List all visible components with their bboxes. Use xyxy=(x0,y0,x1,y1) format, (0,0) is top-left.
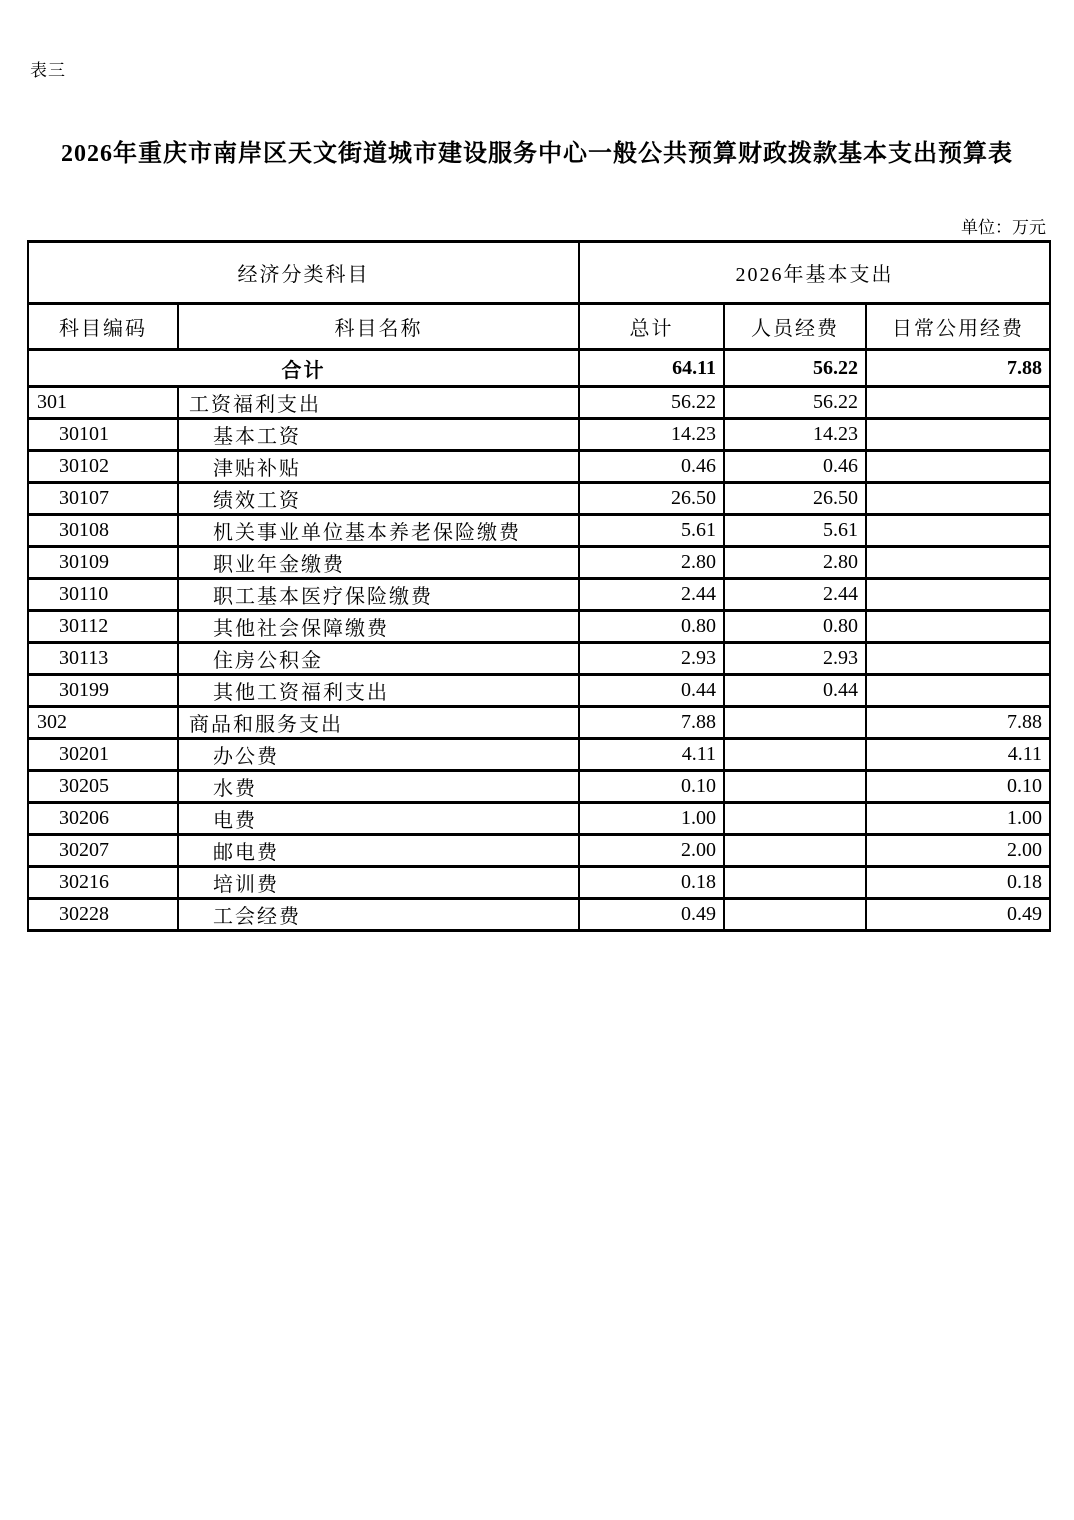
cell-subject-name: 水费 xyxy=(178,771,579,803)
cell-personnel xyxy=(724,867,866,899)
col-header-personnel: 人员经费 xyxy=(724,304,866,350)
table-row xyxy=(28,803,1050,835)
grand-total-daily: 7.88 xyxy=(866,350,1050,387)
col-header-code: 科目编码 xyxy=(28,304,178,350)
cell-subject-name: 机关事业单位基本养老保险缴费 xyxy=(178,515,579,547)
cell-subject-code: 30107 xyxy=(28,483,178,515)
cell-subject-code: 30207 xyxy=(28,835,178,867)
cell-subject-code: 30108 xyxy=(28,515,178,547)
cell-subject-code: 30201 xyxy=(28,739,178,771)
cell-subject-name: 津贴补贴 xyxy=(178,451,579,483)
cell-total: 2.44 xyxy=(579,579,724,611)
cell-subject-name: 基本工资 xyxy=(178,419,579,451)
cell-total: 0.80 xyxy=(579,611,724,643)
table-row xyxy=(28,387,1050,419)
unit-note: 单位：万元 xyxy=(961,218,1046,237)
cell-personnel xyxy=(724,803,866,835)
cell-daily: 1.00 xyxy=(866,803,1050,835)
table-row xyxy=(28,611,1050,643)
table-row xyxy=(28,483,1050,515)
table-row xyxy=(28,515,1050,547)
cell-total: 4.11 xyxy=(579,739,724,771)
cell-subject-code: 30110 xyxy=(28,579,178,611)
cell-subject-name: 电费 xyxy=(178,803,579,835)
cell-total: 56.22 xyxy=(579,387,724,419)
cell-subject-code: 30199 xyxy=(28,675,178,707)
header-group-row xyxy=(28,242,1050,304)
cell-total: 7.88 xyxy=(579,707,724,739)
table-row xyxy=(28,771,1050,803)
cell-personnel xyxy=(724,739,866,771)
header-economic-classification: 经济分类科目 xyxy=(28,242,579,304)
cell-total: 5.61 xyxy=(579,515,724,547)
cell-subject-code: 30112 xyxy=(28,611,178,643)
cell-subject-name: 职工基本医疗保险缴费 xyxy=(178,579,579,611)
cell-total: 14.23 xyxy=(579,419,724,451)
sheet-label: 表三 xyxy=(30,61,66,80)
cell-subject-name: 工资福利支出 xyxy=(178,387,579,419)
cell-subject-name: 培训费 xyxy=(178,867,579,899)
cell-daily xyxy=(866,547,1050,579)
cell-subject-code: 30228 xyxy=(28,899,178,931)
cell-total: 2.93 xyxy=(579,643,724,675)
cell-personnel: 0.46 xyxy=(724,451,866,483)
cell-daily xyxy=(866,419,1050,451)
cell-subject-code: 30109 xyxy=(28,547,178,579)
table-row xyxy=(28,419,1050,451)
cell-subject-name: 职业年金缴费 xyxy=(178,547,579,579)
cell-personnel: 2.93 xyxy=(724,643,866,675)
table-row xyxy=(28,707,1050,739)
cell-personnel: 5.61 xyxy=(724,515,866,547)
cell-total: 2.00 xyxy=(579,835,724,867)
cell-personnel xyxy=(724,835,866,867)
cell-total: 0.49 xyxy=(579,899,724,931)
grand-total-row xyxy=(28,350,1050,387)
cell-subject-code: 302 xyxy=(28,707,178,739)
table-body xyxy=(28,242,1050,931)
cell-subject-code: 30206 xyxy=(28,803,178,835)
cell-daily: 2.00 xyxy=(866,835,1050,867)
cell-daily: 7.88 xyxy=(866,707,1050,739)
cell-daily: 0.18 xyxy=(866,867,1050,899)
cell-daily: 0.49 xyxy=(866,899,1050,931)
table-row xyxy=(28,451,1050,483)
header-columns-row xyxy=(28,304,1050,350)
cell-daily xyxy=(866,611,1050,643)
cell-personnel: 2.80 xyxy=(724,547,866,579)
cell-subject-name: 其他社会保障缴费 xyxy=(178,611,579,643)
col-header-daily: 日常公用经费 xyxy=(866,304,1050,350)
cell-daily xyxy=(866,483,1050,515)
cell-daily xyxy=(866,387,1050,419)
table-row xyxy=(28,643,1050,675)
page-title: 2026年重庆市南岸区天文街道城市建设服务中心一般公共预算财政拨款基本支出预算表 xyxy=(61,141,1013,167)
cell-total: 0.18 xyxy=(579,867,724,899)
cell-total: 0.44 xyxy=(579,675,724,707)
cell-personnel xyxy=(724,771,866,803)
cell-subject-code: 30101 xyxy=(28,419,178,451)
cell-subject-name: 邮电费 xyxy=(178,835,579,867)
cell-personnel: 56.22 xyxy=(724,387,866,419)
budget-table xyxy=(27,240,1051,932)
cell-total: 2.80 xyxy=(579,547,724,579)
col-header-total: 总计 xyxy=(579,304,724,350)
grand-total-value: 64.11 xyxy=(579,350,724,387)
cell-total: 0.10 xyxy=(579,771,724,803)
cell-daily xyxy=(866,643,1050,675)
cell-personnel: 26.50 xyxy=(724,483,866,515)
header-basic-expenditure-2026: 2026年基本支出 xyxy=(579,242,1050,304)
cell-personnel: 0.80 xyxy=(724,611,866,643)
table-row xyxy=(28,867,1050,899)
cell-subject-code: 30113 xyxy=(28,643,178,675)
table-row xyxy=(28,899,1050,931)
cell-daily xyxy=(866,515,1050,547)
cell-total: 26.50 xyxy=(579,483,724,515)
col-header-name: 科目名称 xyxy=(178,304,579,350)
cell-daily: 4.11 xyxy=(866,739,1050,771)
cell-total: 1.00 xyxy=(579,803,724,835)
table-row xyxy=(28,675,1050,707)
table-row xyxy=(28,579,1050,611)
cell-subject-name: 工会经费 xyxy=(178,899,579,931)
cell-daily xyxy=(866,451,1050,483)
table-row xyxy=(28,739,1050,771)
cell-subject-name: 商品和服务支出 xyxy=(178,707,579,739)
cell-total: 0.46 xyxy=(579,451,724,483)
cell-personnel: 0.44 xyxy=(724,675,866,707)
table-row xyxy=(28,547,1050,579)
cell-personnel: 14.23 xyxy=(724,419,866,451)
cell-subject-code: 301 xyxy=(28,387,178,419)
cell-personnel: 2.44 xyxy=(724,579,866,611)
cell-personnel xyxy=(724,899,866,931)
cell-subject-name: 办公费 xyxy=(178,739,579,771)
grand-total-personnel: 56.22 xyxy=(724,350,866,387)
grand-total-label: 合计 xyxy=(28,350,579,387)
cell-subject-code: 30216 xyxy=(28,867,178,899)
cell-daily xyxy=(866,579,1050,611)
cell-subject-name: 其他工资福利支出 xyxy=(178,675,579,707)
cell-daily xyxy=(866,675,1050,707)
cell-personnel xyxy=(724,707,866,739)
cell-subject-name: 绩效工资 xyxy=(178,483,579,515)
cell-subject-code: 30205 xyxy=(28,771,178,803)
table-row xyxy=(28,835,1050,867)
cell-daily: 0.10 xyxy=(866,771,1050,803)
cell-subject-name: 住房公积金 xyxy=(178,643,579,675)
cell-subject-code: 30102 xyxy=(28,451,178,483)
